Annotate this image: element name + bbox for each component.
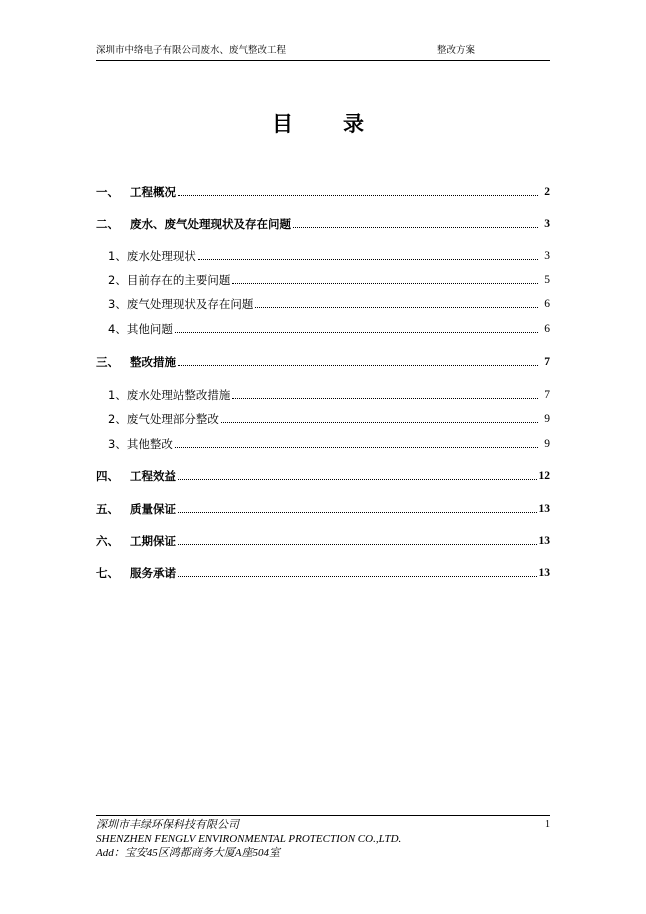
toc-entry-number: 2、 bbox=[108, 273, 127, 287]
toc-entry[interactable] bbox=[96, 270, 550, 288]
toc-entry-label: 废气处理部分整改 bbox=[126, 412, 219, 426]
toc-entry-number: 1、 bbox=[108, 388, 127, 402]
toc-title-char-2: 录 bbox=[343, 111, 364, 136]
toc-title bbox=[272, 108, 364, 138]
toc-dot-leader bbox=[232, 282, 538, 284]
footer-page-number: 1 bbox=[545, 819, 550, 830]
footer-company-cn: 深圳市丰绿环保科技有限公司 bbox=[96, 819, 239, 831]
toc-entry[interactable] bbox=[96, 434, 550, 452]
toc-entry-label: 废水处理现状 bbox=[126, 249, 196, 263]
toc-entry-label: 其他整改 bbox=[126, 437, 173, 451]
toc-entry-number: 一、 bbox=[96, 185, 119, 199]
toc-entry[interactable] bbox=[96, 319, 550, 337]
toc-entry-number: 三、 bbox=[96, 355, 119, 369]
toc-entry-page: 7 bbox=[544, 356, 550, 368]
toc-entry-page: 13 bbox=[538, 535, 550, 547]
toc-dot-leader bbox=[178, 575, 537, 577]
toc-entry[interactable] bbox=[96, 246, 550, 264]
toc-entry[interactable] bbox=[96, 385, 550, 403]
header-project-title: 深圳市中络电子有限公司废水、废气整改工程 bbox=[96, 45, 287, 56]
toc-entry-number: 2、 bbox=[108, 412, 127, 426]
toc-dot-leader bbox=[178, 478, 537, 480]
toc-dot-leader bbox=[221, 421, 538, 423]
page-header bbox=[96, 44, 550, 61]
toc-entry-number: 4、 bbox=[108, 322, 127, 336]
toc-entry-number: 二、 bbox=[96, 217, 119, 231]
toc-entry-number: 四、 bbox=[96, 469, 119, 483]
toc-dot-leader bbox=[232, 397, 538, 399]
toc-entry-number: 七、 bbox=[96, 566, 119, 580]
header-doc-type: 整改方案 bbox=[437, 45, 476, 56]
page-footer bbox=[96, 815, 550, 860]
toc-entry-page: 12 bbox=[538, 470, 550, 482]
toc-dot-leader bbox=[178, 543, 537, 545]
toc-entry[interactable] bbox=[96, 466, 550, 484]
toc-entry-number: 六、 bbox=[96, 534, 119, 548]
toc-entry[interactable] bbox=[96, 563, 550, 581]
toc-entry-page: 6 bbox=[544, 298, 550, 310]
toc-dot-leader bbox=[178, 511, 537, 513]
toc-entry-number: 五、 bbox=[96, 502, 119, 516]
toc-entry-label: 其他问题 bbox=[126, 322, 173, 336]
toc-entry-page: 6 bbox=[544, 323, 550, 335]
toc-dot-leader bbox=[293, 226, 538, 228]
toc-entry-page: 5 bbox=[544, 274, 550, 286]
toc-dot-leader bbox=[175, 446, 538, 448]
toc-entry-page: 13 bbox=[538, 567, 550, 579]
toc-entry[interactable] bbox=[96, 214, 550, 232]
toc-entry-page: 7 bbox=[544, 389, 550, 401]
toc-entry-label: 废水、废气处理现状及存在问题 bbox=[130, 217, 291, 231]
toc-entry[interactable] bbox=[96, 531, 550, 549]
toc-entry[interactable] bbox=[96, 182, 550, 200]
toc-entry-label: 废气处理现状及存在问题 bbox=[126, 297, 254, 311]
toc-entry-label: 工程效益 bbox=[130, 469, 176, 483]
toc-entry-label: 目前存在的主要问题 bbox=[126, 273, 231, 287]
toc-dot-leader bbox=[178, 364, 538, 366]
toc-entry-label: 整改措施 bbox=[130, 355, 176, 369]
toc-title-char-1: 目 bbox=[272, 111, 293, 136]
toc-entry-page: 13 bbox=[538, 503, 550, 515]
toc-entry-number: 3、 bbox=[108, 437, 127, 451]
toc-entry-label: 工程概况 bbox=[130, 185, 176, 199]
toc-entry-label: 废水处理站整改措施 bbox=[126, 388, 231, 402]
toc-entry-label: 工期保证 bbox=[130, 534, 176, 548]
toc-entry-page: 2 bbox=[544, 186, 550, 198]
toc-entry-number: 1、 bbox=[108, 249, 127, 263]
toc-entry-number: 3、 bbox=[108, 297, 127, 311]
toc-dot-leader bbox=[255, 306, 538, 308]
toc-entry[interactable] bbox=[96, 294, 550, 312]
toc-entry-label: 服务承诺 bbox=[130, 566, 176, 580]
footer-company-en: SHENZHEN FENGLV ENVIRONMENTAL PROTECTION CO.,LTD. bbox=[96, 833, 402, 845]
footer-address: Add：宝安45区鸿都商务大厦A座504室 bbox=[96, 847, 280, 859]
toc-entry[interactable] bbox=[96, 499, 550, 517]
toc-entry-page: 3 bbox=[544, 218, 550, 230]
toc-entry-page: 9 bbox=[544, 438, 550, 450]
toc-dot-leader bbox=[175, 331, 538, 333]
toc-entry-page: 3 bbox=[544, 250, 550, 262]
toc-entry[interactable] bbox=[96, 352, 550, 370]
toc-dot-leader bbox=[198, 258, 538, 260]
toc-entry[interactable] bbox=[96, 409, 550, 427]
toc-dot-leader bbox=[178, 194, 538, 196]
toc-entry-label: 质量保证 bbox=[130, 502, 176, 516]
toc-entry-page: 9 bbox=[544, 413, 550, 425]
